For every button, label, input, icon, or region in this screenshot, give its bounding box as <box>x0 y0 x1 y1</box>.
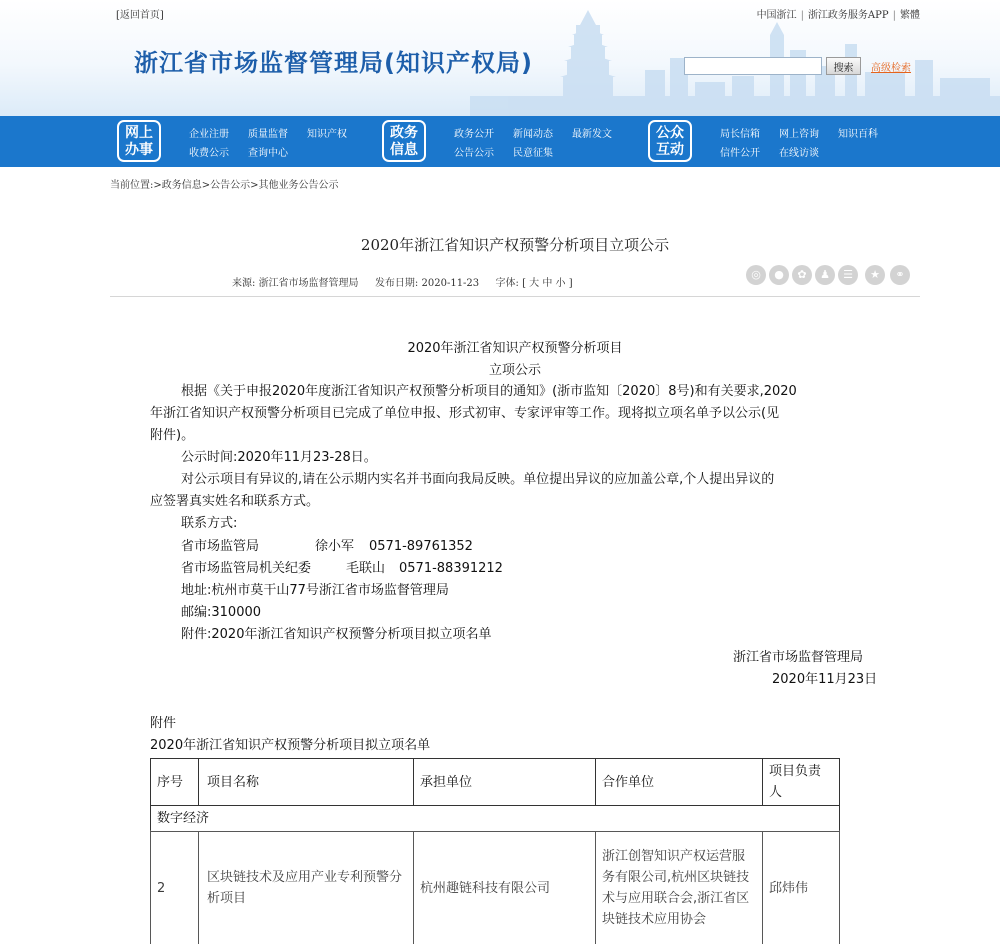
nav-latest-documents[interactable]: 最新发文 <box>572 129 612 140</box>
article-title: 2020年浙江省知识产权预警分析项目立项公示 <box>360 236 670 254</box>
qq-icon[interactable]: ♟ <box>815 265 835 285</box>
source-label: 来源: <box>232 278 256 289</box>
project-table <box>150 758 840 944</box>
advanced-search-link[interactable]: 高级检索 <box>871 63 911 74</box>
header-partner: 合作单位 <box>596 759 763 806</box>
header-project-name: 项目名称 <box>199 759 414 806</box>
wechat-icon[interactable]: ● <box>769 265 789 285</box>
paragraph-2-line-1: 对公示项目有异议的,请在公示期内实名并书面向我局反映。单位提出异议的应加盖公章,个人提出异议的 <box>181 472 775 487</box>
main-navigation <box>0 116 1000 167</box>
source-value: 浙江省市场监督管理局 <box>258 278 359 289</box>
top-links: 中国浙江 | 浙江政务服务APP | 繁體 <box>756 10 920 21</box>
nav-fee-disclosure[interactable]: 收费公示 <box>189 148 229 159</box>
nav-news[interactable]: 新闻动态 <box>513 129 553 140</box>
article-meta <box>232 274 573 289</box>
divider <box>110 296 920 297</box>
traditional-chinese-link[interactable]: 繁體 <box>900 10 920 21</box>
site-title: 浙江省市场监督管理局(知识产权局) <box>134 49 533 77</box>
badge-line-1: 网上 <box>125 125 153 141</box>
nav-query-center[interactable]: 查询中心 <box>248 148 288 159</box>
site-header <box>0 0 1000 116</box>
badge-line-2: 办事 <box>125 142 153 158</box>
content-heading-line-2: 立项公示 <box>488 363 541 378</box>
online-service-badge[interactable] <box>117 120 161 162</box>
table-row <box>151 832 840 944</box>
paragraph-1-line-2: 年浙江省知识产权预警分析项目已完成了单位申报、形式初审、专家评审等工作。现将拟立项名单予以公示(见 <box>150 406 780 421</box>
attachment-note: 附件:2020年浙江省知识产权预警分析项目拟立项名单 <box>181 627 492 642</box>
contact-2-person: 毛联山 <box>346 561 386 576</box>
row-undertaker: 杭州趣链科技有限公司 <box>414 832 596 944</box>
badge-line-2: 互动 <box>656 142 684 158</box>
header-no: 序号 <box>151 759 199 806</box>
date-label: 发布日期: <box>374 278 419 289</box>
nav-intellectual-property[interactable]: 知识产权 <box>307 129 347 140</box>
row-leader: 邱炜伟 <box>763 832 840 944</box>
government-info-badge[interactable] <box>382 120 426 162</box>
section-label: 数字经济 <box>151 806 840 832</box>
signature-org: 浙江省市场监督管理局 <box>733 650 864 665</box>
nav-director-mailbox[interactable]: 局长信箱 <box>720 129 760 140</box>
badge-line-2: 信息 <box>390 142 418 158</box>
address: 地址:杭州市莫干山77号浙江省市场监督管理局 <box>181 583 449 598</box>
contact-2-org: 省市场监管局机关纪委 <box>181 561 312 576</box>
table-header-row <box>151 759 840 806</box>
content-heading-line-1: 2020年浙江省知识产权预警分析项目 <box>407 341 623 356</box>
nav-online-consultation[interactable]: 网上咨询 <box>779 129 819 140</box>
nav-government-affairs[interactable]: 政务公开 <box>454 129 494 140</box>
search-button[interactable]: 搜索 <box>826 57 861 75</box>
weibo-icon[interactable]: ◎ <box>746 265 766 285</box>
paragraph-2-line-2: 应签署真实姓名和联系方式。 <box>150 494 320 509</box>
contact-1-phone: 0571-89761352 <box>369 539 473 554</box>
postcode: 邮编:310000 <box>181 605 262 620</box>
date-value: 2020-11-23 <box>421 278 480 289</box>
nav-announcements[interactable]: 公告公示 <box>454 148 494 159</box>
appendix-label: 附件 <box>150 716 177 731</box>
header-undertaker: 承担单位 <box>414 759 596 806</box>
contact-label: 联系方式: <box>181 516 238 531</box>
search-input[interactable] <box>684 57 822 75</box>
row-no: 2 <box>151 832 199 944</box>
favorite-icon[interactable]: ★ <box>865 265 885 285</box>
nav-public-opinion[interactable]: 民意征集 <box>513 148 553 159</box>
breadcrumb: 当前位置:>政务信息>公告公示>其他业务公告公示 <box>110 180 339 191</box>
link-icon[interactable]: ⚭ <box>890 265 910 285</box>
moments-icon[interactable]: ✿ <box>792 265 812 285</box>
contact-1-person: 徐小军 <box>315 539 355 554</box>
nav-quality-supervision[interactable]: 质量监督 <box>248 129 288 140</box>
nav-public-letters[interactable]: 信件公开 <box>720 148 760 159</box>
badge-line-1: 政务 <box>390 125 418 141</box>
section-row <box>151 806 840 832</box>
badge-line-1: 公众 <box>656 125 684 141</box>
nav-online-interview[interactable]: 在线访谈 <box>779 148 819 159</box>
qzone-icon[interactable]: ☰ <box>838 265 858 285</box>
public-interaction-badge[interactable] <box>648 120 692 162</box>
appendix-title: 2020年浙江省知识产权预警分析项目拟立项名单 <box>150 738 431 753</box>
contact-1-org: 省市场监管局 <box>181 539 260 554</box>
nav-enterprise-registration[interactable]: 企业注册 <box>189 129 229 140</box>
paragraph-1-line-1: 根据《关于申报2020年度浙江省知识产权预警分析项目的通知》(浙市监知〔2020〕8号)和有关要求,2020 <box>181 384 797 399</box>
signature-date: 2020年11月23日 <box>772 672 878 687</box>
nav-knowledge-base[interactable]: 知识百科 <box>838 129 878 140</box>
notice-time: 公示时间:2020年11月23-28日。 <box>181 450 377 465</box>
back-home-link[interactable]: [返回首页] <box>116 10 164 21</box>
row-partner: 浙江创智知识产权运营服务有限公司,杭州区块链技术与应用联合会,浙江省区块链技术应用协会 <box>596 832 763 944</box>
gov-service-app-link[interactable]: 浙江政务服务APP <box>807 10 889 21</box>
font-size-label: 字体: <box>495 278 519 289</box>
font-size-controls[interactable]: [ 大 中 小 ] <box>522 278 573 289</box>
paragraph-1-line-3: 附件)。 <box>150 428 195 443</box>
contact-2-phone: 0571-88391212 <box>399 561 503 576</box>
china-zhejiang-link[interactable]: 中国浙江 <box>756 10 797 21</box>
header-leader: 项目负责人 <box>763 759 840 806</box>
row-project-name: 区块链技术及应用产业专利预警分析项目 <box>199 832 414 944</box>
